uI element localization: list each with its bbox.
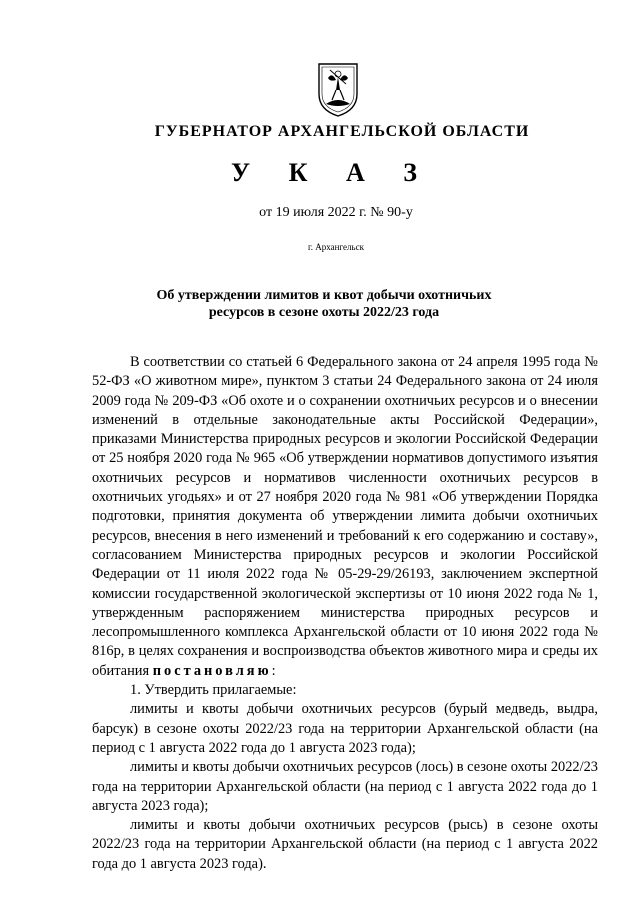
document-type: У К А З bbox=[231, 158, 433, 187]
arkhangelsk-coat-of-arms-icon bbox=[316, 60, 360, 118]
document-city: г. Архангельск bbox=[308, 242, 364, 252]
sub-item-2: лимиты и квоты добычи охотничьих ресурсов (лось) в сезоне охоты 2022/23 года на территории Архангельской области (на период с 1 августа 2022 года до 1 августа 2023 года); bbox=[92, 759, 598, 814]
document-title bbox=[4, 287, 640, 321]
decree-tail: : bbox=[271, 662, 276, 679]
item-1: 1. Утвердить прилагаемые: bbox=[130, 682, 297, 699]
document-body bbox=[92, 353, 598, 874]
title-line-2: ресурсов в сезоне охоты 2022/23 года bbox=[208, 305, 440, 320]
preamble-paragraph bbox=[92, 353, 598, 681]
preamble-text: В соответствии со статьей 6 Федерального закона от 24 апреля 1995 года № 52-ФЗ «О животном мире», пунктом 3 статьи 24 Федерального закона от 24 июля 2009 года № 209-ФЗ «Об охоте и о сохранении охотничьих ресурсов и о внесении изменений в отдельные законодательные акты Российской Федерации», приказами Министерства природных ресурсов и экологии Российской Федерации от 25 ноября 2020 года № 965 «Об утверждении нормативов допустимого изъятия охотничьих ресурсов и нормативов численности охотничьих ресурсов в охотничьих угодьях» и от 27 ноября 2020 года № 981 «Об утверждении Порядка подготовки, принятия документа об утверждении лимита добычи охотничьих ресурсов, внесения в него изменений и требований к его содержанию и составу», согласованием Министерства природных ресурсов и экологии Российской Федерации от 11 июля 2022 года № 05-29-29/26193, заключением экспертной комиссии государственной экологической экспертизы от 10 июня 2022 года № 1, утвержденным распоряжением министерства природных ресурсов и лесопромышленного комплекса Архангельской области от 10 июня 2022 года № 816р, в целях сохранения и воспроизводства объектов животного мира и среды их обитания bbox=[92, 354, 598, 679]
document-date-number: от 19 июля 2022 г. № 90-у bbox=[259, 205, 413, 220]
decree-word: постановляю bbox=[152, 662, 272, 679]
sub-item-3: лимиты и квоты добычи охотничьих ресурсов (рысь) в сезоне охоты 2022/23 года на территории Архангельской области (на период с 1 августа 2022 года до 1 августа 2023 года). bbox=[92, 817, 598, 872]
issuing-authority: ГУБЕРНАТОР АРХАНГЕЛЬСКОЙ ОБЛАСТИ bbox=[154, 123, 530, 140]
title-line-1: Об утверждении лимитов и квот добычи охотничьих bbox=[156, 288, 492, 303]
sub-item-1: лимиты и квоты добычи охотничьих ресурсов (бурый медведь, выдра, барсук) в сезоне охоты 2022/23 года на территории Архангельской области (на период с 1 августа 2022 года до 1 августа 2023 года); bbox=[92, 701, 598, 756]
